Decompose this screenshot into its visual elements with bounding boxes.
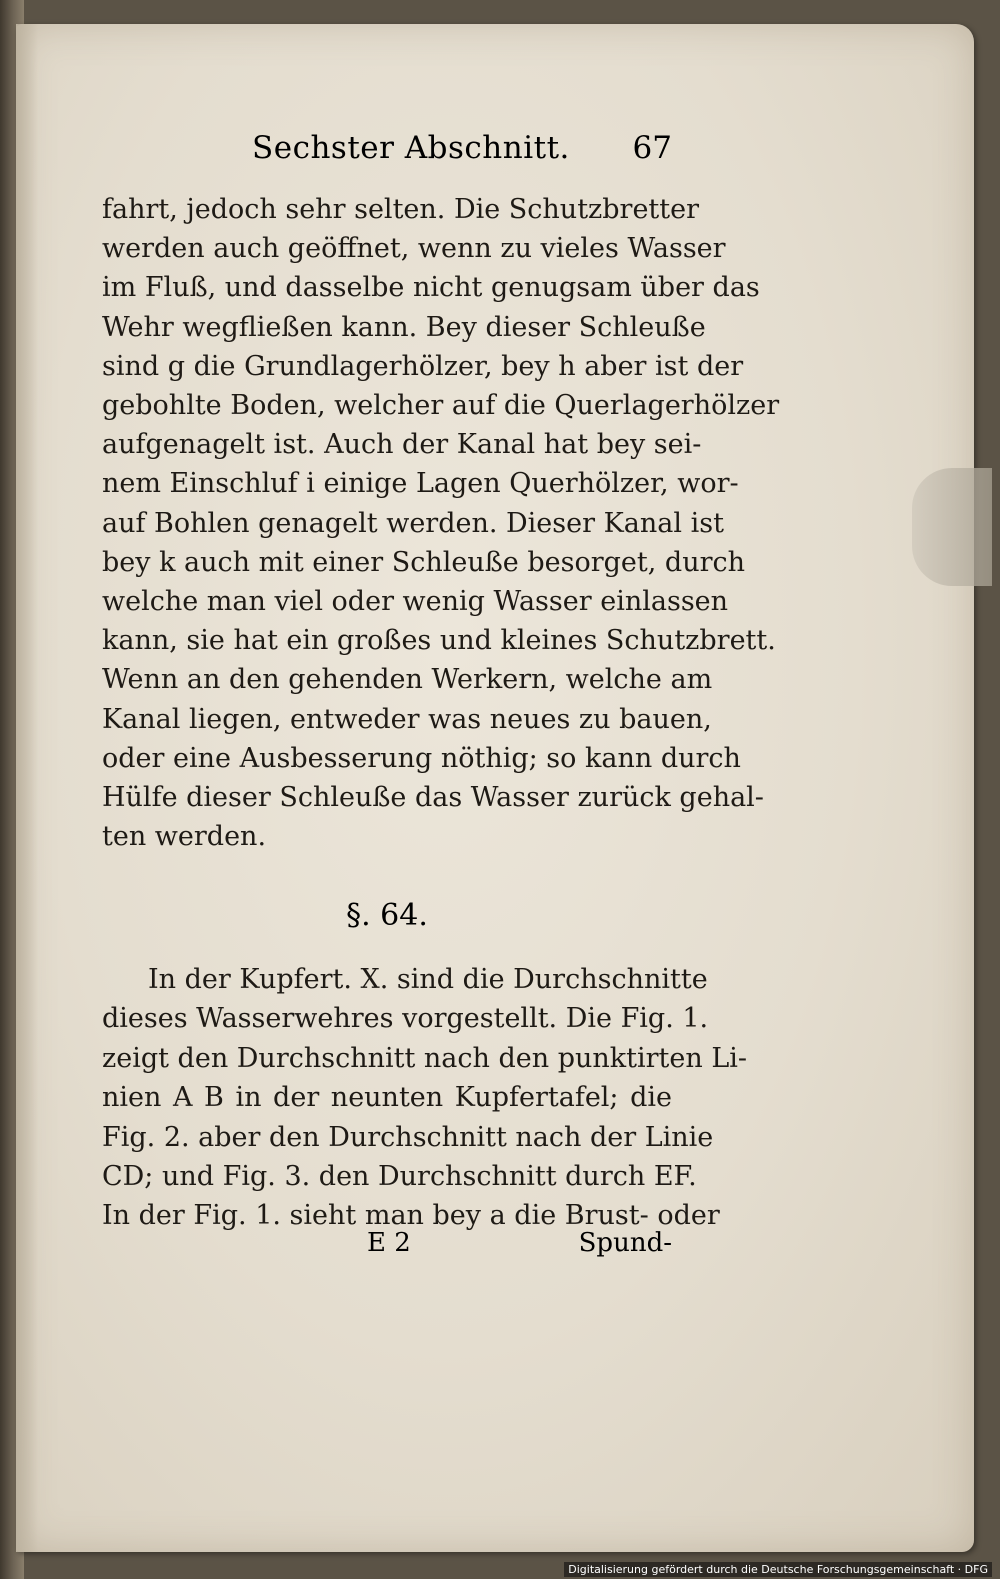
page-gutter-shadow [16,24,38,1552]
text-line: sind g die Grundlagerhölzer, bey h aber ist der [102,350,744,382]
text-line: zeigt den Durchschnitt nach den punktirten Li- [102,1042,748,1074]
running-header [102,130,672,174]
text-line: In der Kupfert. X. sind die Durchschnitte [148,964,708,995]
paragraph-2 [102,960,748,1236]
text-line: im Fluß, und dasselbe nicht genugsam über das [102,272,760,304]
text-line: kann, sie hat ein großes und kleines Schutzbrett. [102,625,776,657]
text-line: In der Fig. 1. sieht man bey a die Brust- oder [102,1200,720,1232]
page-footer [102,1228,672,1264]
page-number: 67 [632,130,672,166]
text-line: werden auch geöffnet, wenn zu vieles Wasser [102,233,726,265]
text-line: oder eine Ausbesserung nöthig; so kann durch [102,742,741,774]
signature-mark: E 2 [367,1228,411,1258]
digitization-credit: Digitalisierung gefördert durch die Deutsche Forschungsgemeinschaft · DFG [564,1562,992,1577]
running-title: Sechster Abschnitt. [252,130,570,166]
text-line: fahrt, jedoch sehr selten. Die Schutzbretter [102,194,700,225]
paragraph-1 [102,190,780,856]
page-clip-tab [912,468,992,586]
text-line: nem Einschluf i einige Lagen Querhölzer, wor- [102,468,739,500]
text-line: Wehr wegfließen kann. Bey dieser Schleuße [102,311,706,343]
text-line: Fig. 2. aber den Durchschnitt nach der Linie [102,1121,714,1153]
text-line: Wenn an den gehenden Werkern, welche am [102,664,713,696]
text-line: Hülfe dieser Schleuße das Wasser zurück gehal- [102,782,764,814]
text-line: welche man viel oder wenig Wasser einlassen [102,586,729,618]
text-line: gebohlte Boden, welcher auf die Querlagerhölzer [102,390,780,422]
section-heading: §. 64. [346,898,428,933]
text-line: auf Bohlen genagelt werden. Dieser Kanal ist [102,507,724,539]
text-line: ten werden. [102,821,267,853]
text-line: aufgenagelt ist. Auch der Kanal hat bey sei- [102,429,702,461]
text-line: nien A B in der neunten Kupfertafel; die [102,1082,672,1114]
text-line: bey k auch mit einer Schleuße besorget, durch [102,546,746,578]
text-line: dieses Wasserwehres vorgestellt. Die Fig. 1. [102,1003,709,1035]
catchword: Spund- [578,1228,672,1258]
text-line: Kanal liegen, entweder was neues zu bauen, [102,703,712,735]
text-line: CD; und Fig. 3. den Durchschnitt durch EF. [102,1161,697,1193]
